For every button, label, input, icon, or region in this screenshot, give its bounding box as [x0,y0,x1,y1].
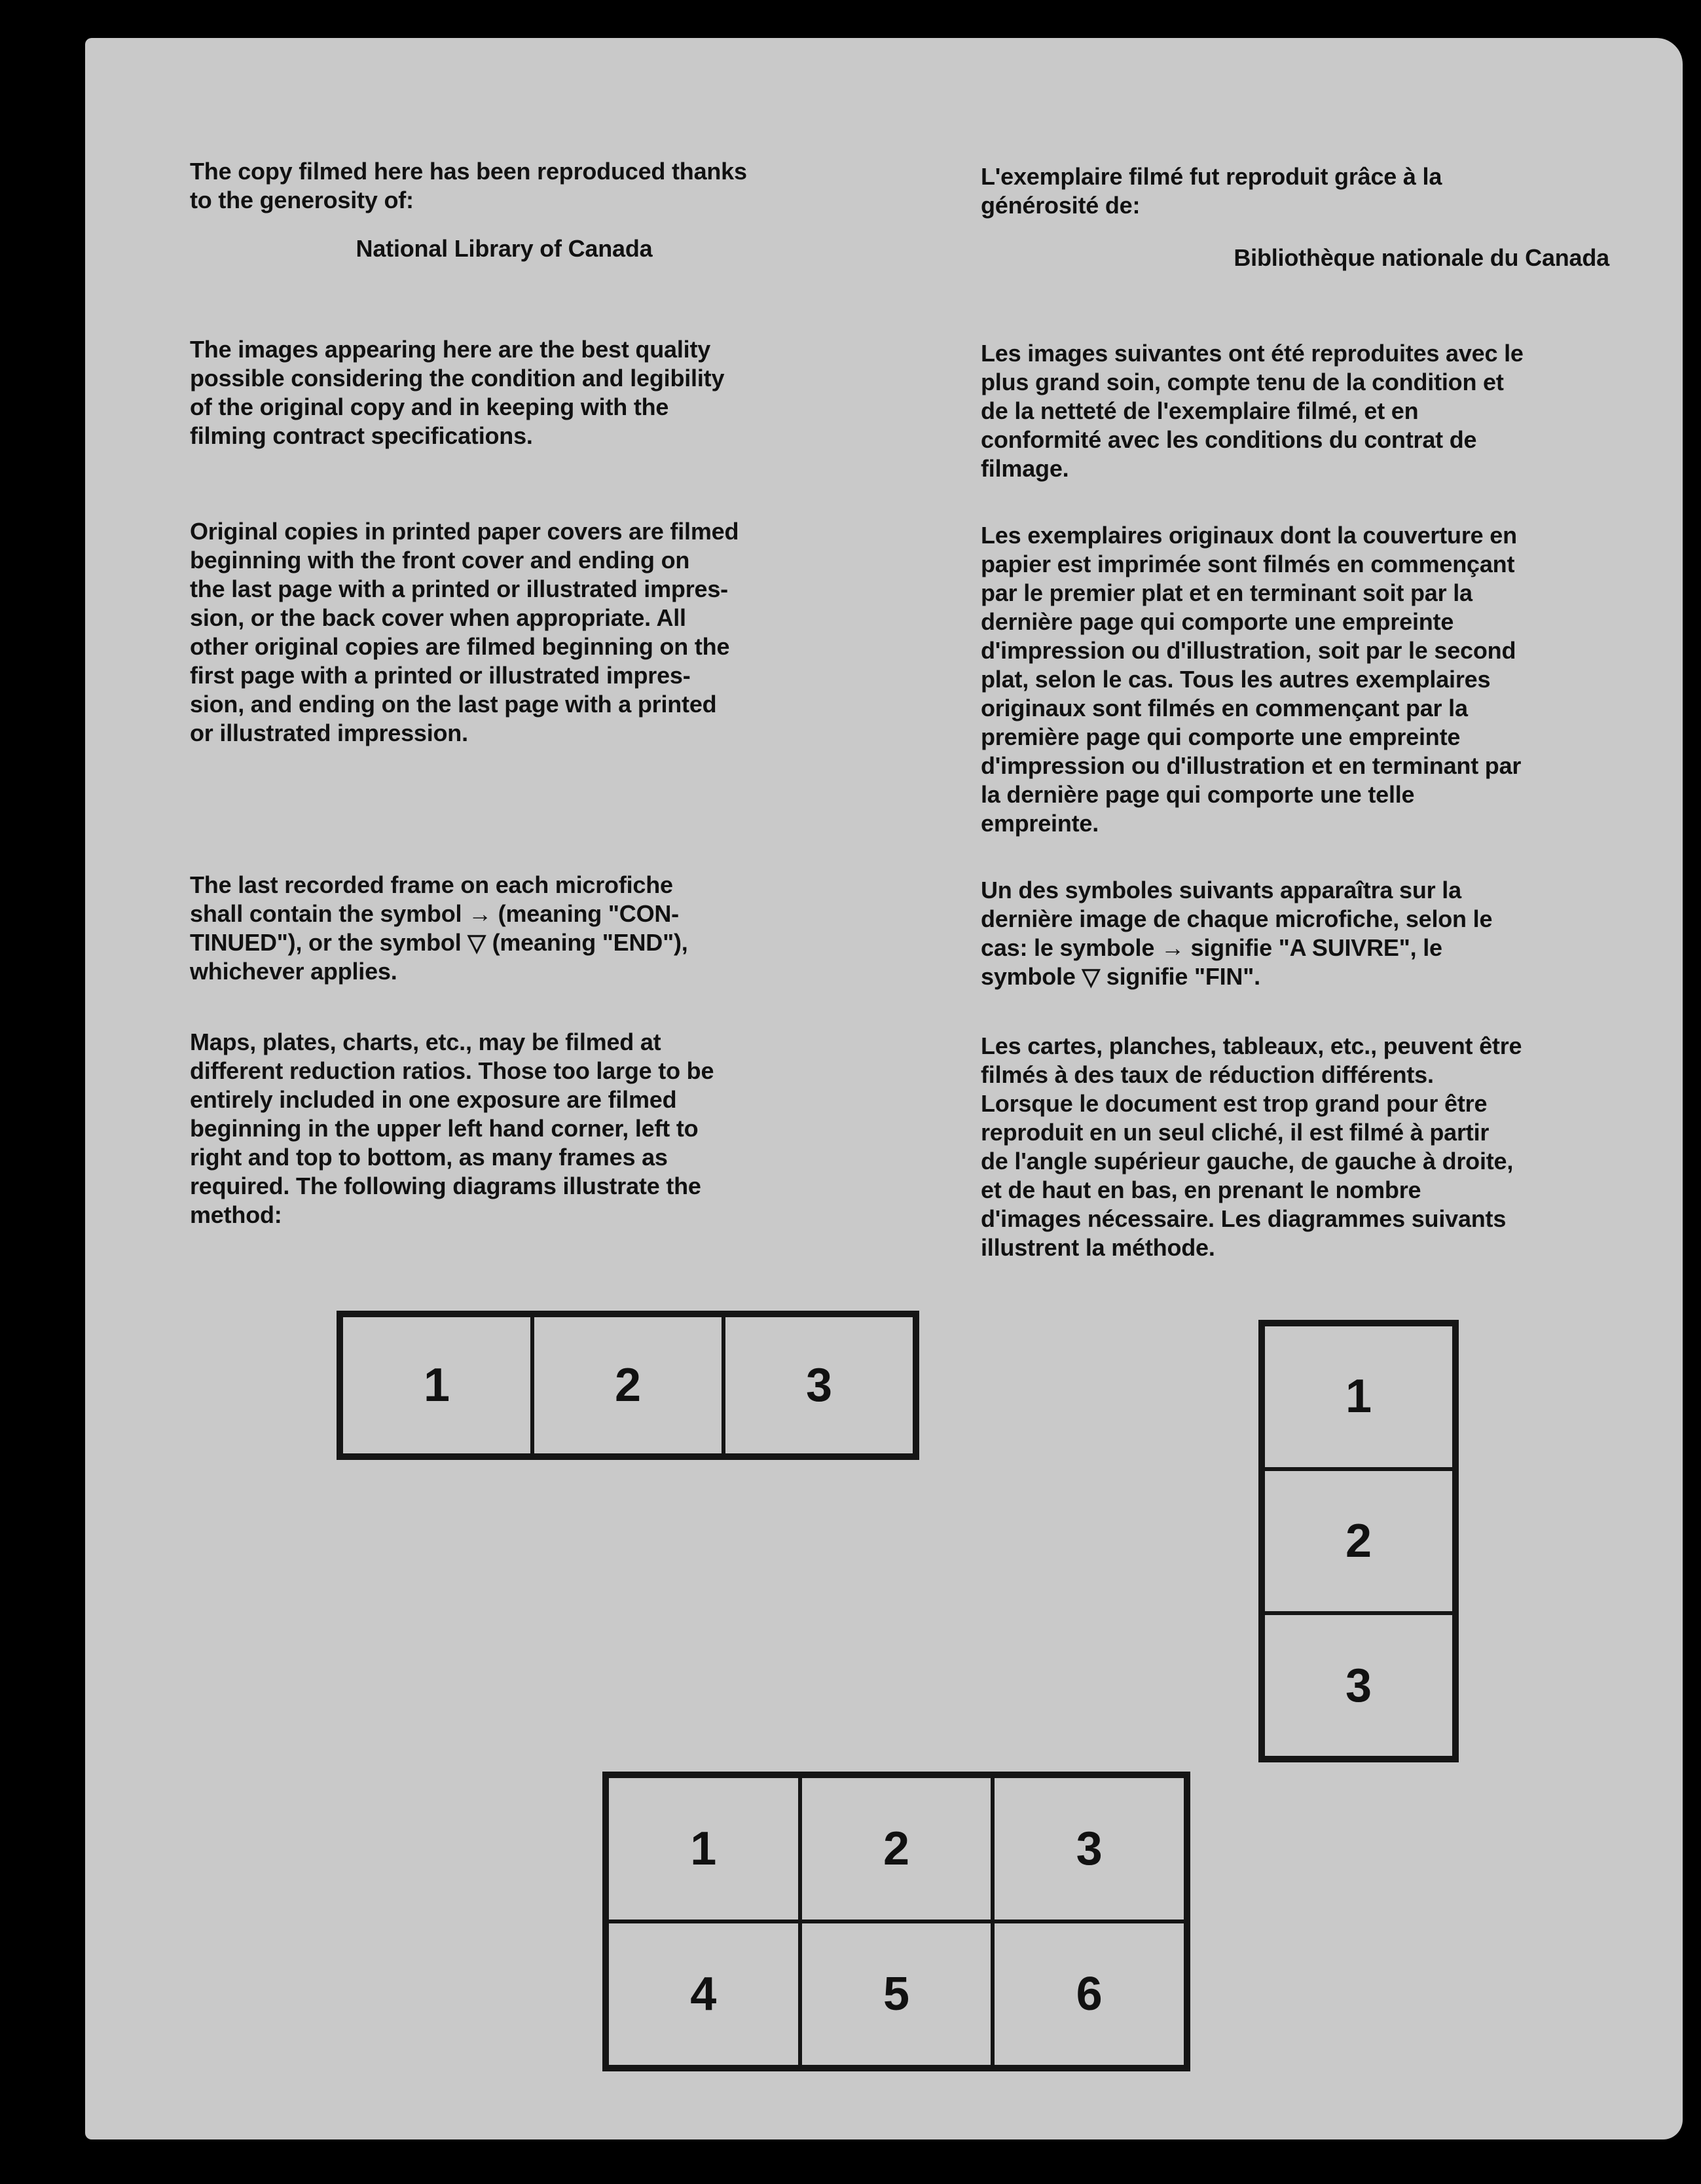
diagram-frame: 2 [1263,1469,1454,1614]
diagram-horizontal-strip [337,1311,919,1460]
french-thanks-text: L'exemplaire filmé fut reproduit grâce à la générosité de: [981,163,1442,219]
french-symbols-text: Un des symboles suivants apparaîtra sur la dernière image de chaque microfiche, selon le cas: le symbole → signifie "A SUIVRE", le symbole ▽ signifie "FIN". [981,877,1493,990]
diagram-frame: 4 [607,1921,800,2067]
diagram-frame: 1 [341,1315,532,1455]
diagram-frame: 6 [993,1921,1186,2067]
english-symbols-text: The last recorded frame on each microfiche shall contain the symbol → (meaning "CON- TINUED"), or the symbol ▽ (meaning "END"), whichever applies. [190,871,688,985]
diagram-vertical-strip [1258,1320,1459,1762]
diagram-frame: 2 [800,1776,993,1921]
diagram-frame: 3 [1263,1613,1454,1758]
english-thanks-text: The copy filmed here has been reproduced thanks to the generosity of: [190,158,747,213]
diagram-frame: 1 [607,1776,800,1921]
french-originals-text: Les exemplaires originaux dont la couverture en papier est imprimée sont filmés en commençant par le premier plat et en terminant soit par la dernière page qui comporte une empreinte d'impression ou d'illustration, soit par le second plat, selon le cas. Tous les autres exemplaires originaux sont filmés en commençant par la première page qui comporte une empreinte d'impression ou d'illustration et en terminant par la dernière page qui comporte une telle empreinte. [981,522,1522,837]
english-originals-text: Original copies in printed paper covers are filmed beginning with the front cover and ending on the last page with a printed or illustrated impres- sion, or the back cover when appropriate. All other original copies are filmed beginning on the first page with a printed or illustrated impres- sion, and ending on the last page with a printed or illustrated impression. [190,518,739,746]
english-maps-text: Maps, plates, charts, etc., may be filmed at different reduction ratios. Those too large to be entirely included in one exposure are filmed beginning in the upper left hand corner, left to right and top to bottom, as many frames as required. The following diagrams illustrate the method: [190,1028,714,1228]
french-institution: Bibliothèque nationale du Canada [1234,244,1609,271]
french-quality-text: Les images suivantes ont été reproduites avec le plus grand soin, compte tenu de la condition et de la netteté de l'exemplaire filmé, et en conformité avec les conditions du contrat de filmage. [981,340,1524,482]
english-quality-text: The images appearing here are the best quality possible considering the condition and legibility of the original copy and in keeping with the filming contract specifications. [190,336,725,449]
english-institution: National Library of Canada [356,235,653,262]
french-maps-text: Les cartes, planches, tableaux, etc., peuvent être filmés à des taux de réduction différents. Lorsque le document est trop grand pour être reproduit en un seul cliché, il est filmé à partir de l'angle supérieur gauche, de gauche à droite, et de haut en bas, en prenant le nombre d'images nécessaire. Les diagrammes suivants illustrent la méthode. [981,1032,1522,1261]
diagram-frame: 5 [800,1921,993,2067]
diagram-frame: 3 [993,1776,1186,1921]
diagram-frame: 2 [532,1315,723,1455]
diagram-frame: 1 [1263,1324,1454,1469]
diagram-frame: 3 [723,1315,915,1455]
diagram-grid-2x3 [602,1772,1190,2071]
